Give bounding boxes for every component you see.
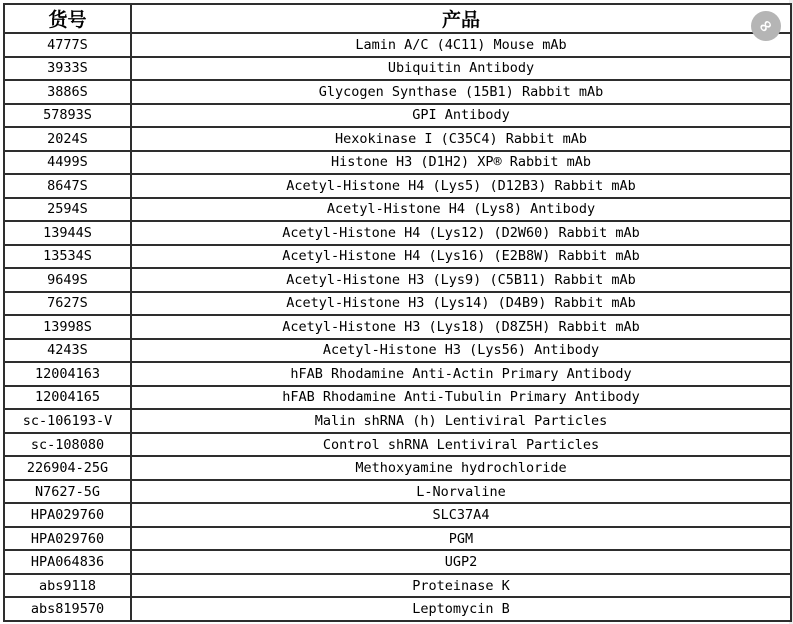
product-name-cell[interactable]: Histone H3 (D1H2) XP® Rabbit mAb <box>131 151 791 175</box>
table-row <box>4 104 791 128</box>
product-name-cell[interactable]: SLC37A4 <box>131 503 791 527</box>
product-name-cell[interactable]: Leptomycin B <box>131 597 791 621</box>
catalog-number-cell[interactable]: HPA064836 <box>4 550 131 574</box>
table-row <box>4 550 791 574</box>
catalog-number-cell[interactable]: 4777S <box>4 33 131 57</box>
catalog-number-cell[interactable]: 13534S <box>4 245 131 269</box>
product-name-cell[interactable]: GPI Antibody <box>131 104 791 128</box>
table-row <box>4 339 791 363</box>
product-name-cell[interactable]: Acetyl-Histone H4 (Lys5) (D12B3) Rabbit mAb <box>131 174 791 198</box>
share-link-button[interactable] <box>751 11 781 41</box>
product-name-cell[interactable]: L-Norvaline <box>131 480 791 504</box>
table-header <box>4 4 791 33</box>
product-name-cell[interactable]: hFAB Rhodamine Anti-Tubulin Primary Antibody <box>131 386 791 410</box>
product-name-cell[interactable]: Hexokinase I (C35C4) Rabbit mAb <box>131 127 791 151</box>
table-row <box>4 409 791 433</box>
table-row <box>4 221 791 245</box>
table-row <box>4 574 791 598</box>
catalog-number-cell[interactable]: 13998S <box>4 315 131 339</box>
product-name-cell[interactable]: Lamin A/C (4C11) Mouse mAb <box>131 33 791 57</box>
table-row <box>4 315 791 339</box>
catalog-number-cell[interactable]: sc-108080 <box>4 433 131 457</box>
product-name-cell[interactable]: Acetyl-Histone H4 (Lys12) (D2W60) Rabbit mAb <box>131 221 791 245</box>
product-name-cell[interactable]: Control shRNA Lentiviral Particles <box>131 433 791 457</box>
table-row <box>4 268 791 292</box>
table-row <box>4 480 791 504</box>
catalog-number-cell[interactable]: sc-106193-V <box>4 409 131 433</box>
table-row <box>4 527 791 551</box>
table-row <box>4 127 791 151</box>
product-name-cell[interactable]: Acetyl-Histone H4 (Lys16) (E2B8W) Rabbit mAb <box>131 245 791 269</box>
product-name-cell[interactable]: Acetyl-Histone H3 (Lys18) (D8Z5H) Rabbit mAb <box>131 315 791 339</box>
table-row <box>4 292 791 316</box>
share-link-icon: ∞ <box>753 13 778 38</box>
product-name-cell[interactable]: hFAB Rhodamine Anti-Actin Primary Antibody <box>131 362 791 386</box>
table-row <box>4 456 791 480</box>
catalog-number-cell[interactable]: 226904-25G <box>4 456 131 480</box>
product-name-cell[interactable]: Ubiquitin Antibody <box>131 57 791 81</box>
header-product[interactable]: 产品 <box>131 4 791 33</box>
catalog-number-cell[interactable]: 2024S <box>4 127 131 151</box>
table-row <box>4 386 791 410</box>
catalog-number-cell[interactable]: 3886S <box>4 80 131 104</box>
product-name-cell[interactable]: Acetyl-Histone H3 (Lys9) (C5B11) Rabbit mAb <box>131 268 791 292</box>
header-row <box>4 4 791 33</box>
catalog-number-cell[interactable]: 12004163 <box>4 362 131 386</box>
table-body <box>4 33 791 621</box>
catalog-number-cell[interactable]: HPA029760 <box>4 527 131 551</box>
catalog-number-cell[interactable]: 9649S <box>4 268 131 292</box>
product-name-cell[interactable]: UGP2 <box>131 550 791 574</box>
catalog-number-cell[interactable]: abs9118 <box>4 574 131 598</box>
table-row <box>4 245 791 269</box>
catalog-number-cell[interactable]: 13944S <box>4 221 131 245</box>
table-row <box>4 433 791 457</box>
catalog-number-cell[interactable]: 2594S <box>4 198 131 222</box>
product-name-cell[interactable]: Acetyl-Histone H4 (Lys8) Antibody <box>131 198 791 222</box>
product-name-cell[interactable]: Acetyl-Histone H3 (Lys56) Antibody <box>131 339 791 363</box>
table-row <box>4 597 791 621</box>
catalog-number-cell[interactable]: 57893S <box>4 104 131 128</box>
product-name-cell[interactable]: PGM <box>131 527 791 551</box>
catalog-number-cell[interactable]: 4243S <box>4 339 131 363</box>
table-row <box>4 57 791 81</box>
catalog-number-cell[interactable]: HPA029760 <box>4 503 131 527</box>
product-name-cell[interactable]: Methoxyamine hydrochloride <box>131 456 791 480</box>
product-name-cell[interactable]: Proteinase K <box>131 574 791 598</box>
table-row <box>4 80 791 104</box>
catalog-number-cell[interactable]: abs819570 <box>4 597 131 621</box>
product-name-cell[interactable]: Glycogen Synthase (15B1) Rabbit mAb <box>131 80 791 104</box>
product-catalog-table <box>3 3 792 622</box>
product-name-cell[interactable]: Acetyl-Histone H3 (Lys14) (D4B9) Rabbit mAb <box>131 292 791 316</box>
catalog-number-cell[interactable]: 7627S <box>4 292 131 316</box>
table-row <box>4 503 791 527</box>
header-catalog-number[interactable]: 货号 <box>4 4 131 33</box>
catalog-number-cell[interactable]: 4499S <box>4 151 131 175</box>
table-row <box>4 198 791 222</box>
catalog-number-cell[interactable]: 3933S <box>4 57 131 81</box>
catalog-number-cell[interactable]: 12004165 <box>4 386 131 410</box>
catalog-number-cell[interactable]: N7627-5G <box>4 480 131 504</box>
table-row <box>4 174 791 198</box>
table-row <box>4 33 791 57</box>
product-name-cell[interactable]: Malin shRNA (h) Lentiviral Particles <box>131 409 791 433</box>
table-row <box>4 151 791 175</box>
catalog-number-cell[interactable]: 8647S <box>4 174 131 198</box>
table-row <box>4 362 791 386</box>
